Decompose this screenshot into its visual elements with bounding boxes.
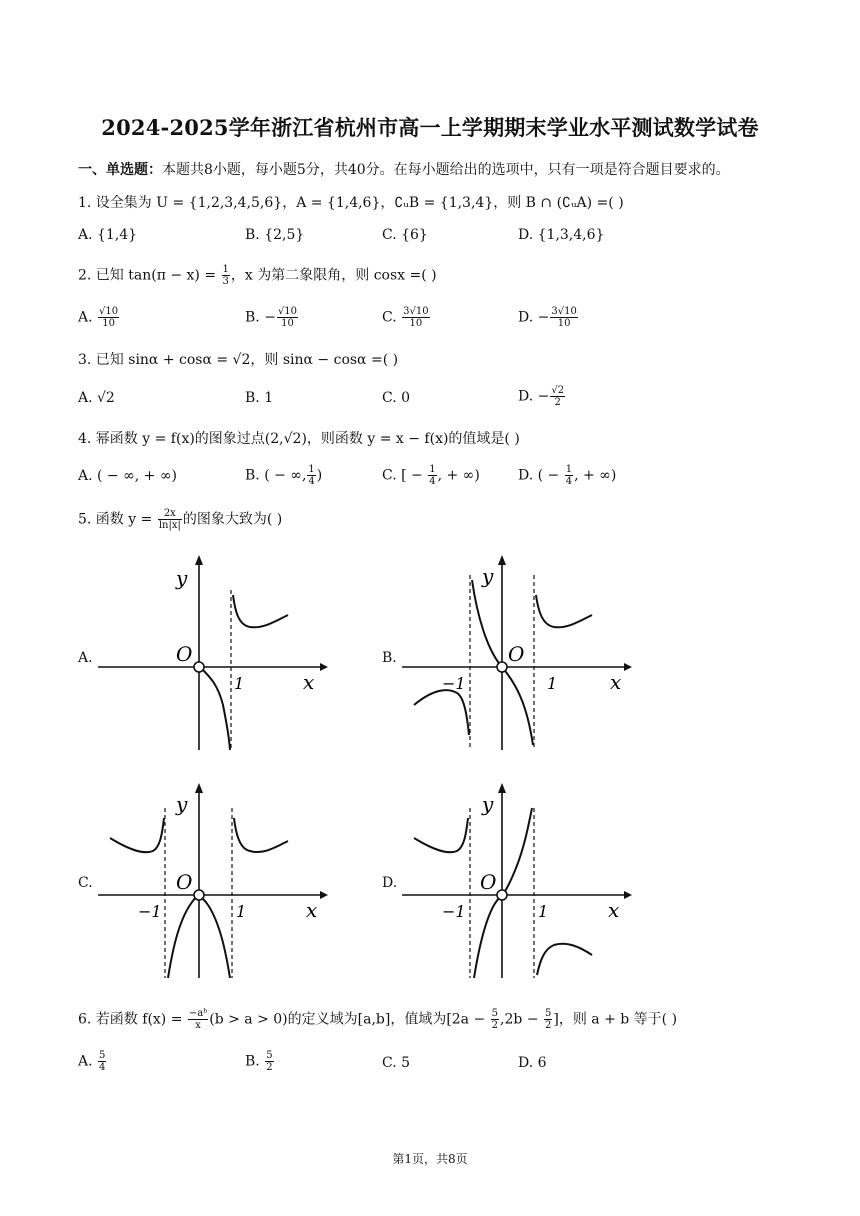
- q6-frac2-num: 5: [491, 1008, 499, 1019]
- origin-hole: [497, 890, 507, 900]
- q2-a-frac: [98, 306, 119, 329]
- q4-option-b[interactable]: [245, 464, 322, 487]
- q3-option-a[interactable]: A. √2: [78, 390, 115, 406]
- q5-stem-prefix: 5. 函数 y =: [78, 511, 157, 528]
- q6-stem-fraction-2: [491, 1008, 499, 1031]
- q6-stem-prefix: 6. 若函数 f(x) =: [78, 1011, 187, 1028]
- q4-option-c[interactable]: [382, 464, 480, 487]
- tick-1: 1: [538, 902, 549, 921]
- tick-1: 1: [234, 674, 245, 693]
- q4-option-d[interactable]: [518, 464, 616, 487]
- origin-hole: [194, 890, 204, 900]
- q5-graph-d[interactable]: [402, 783, 632, 983]
- q6-frac3-num: 5: [545, 1008, 552, 1019]
- q6-a-den: 4: [99, 1062, 106, 1073]
- q5-option-b-label[interactable]: B.: [382, 650, 397, 666]
- page-title: 2024-2025学年浙江省杭州市高一上学期期末学业水平测试数学试卷: [101, 115, 759, 140]
- q3-d-sign: −: [537, 388, 550, 405]
- q6-stem-mid-2: ,2b −: [500, 1011, 543, 1028]
- q2-stem-suffix: ，x 为第二象限角，则 cosx =( ): [230, 267, 437, 284]
- q2-option-b[interactable]: [245, 306, 299, 329]
- curve-right: [537, 944, 592, 975]
- q6-a-label: A.: [78, 1053, 98, 1070]
- q3-d-den: 2: [554, 397, 561, 408]
- curve-left: [110, 818, 164, 852]
- q2-option-c[interactable]: [382, 306, 431, 329]
- q4-b-num: 1: [308, 464, 315, 475]
- q6-a-num: 5: [99, 1050, 106, 1061]
- q6-frac2-den: 2: [491, 1020, 499, 1031]
- x-axis-arrow: [320, 891, 328, 899]
- q5-stem-fraction: [158, 508, 182, 531]
- y-axis-arrow: [498, 783, 506, 793]
- q4-b-den: 4: [308, 476, 315, 487]
- curve-right-upper: [233, 595, 288, 627]
- q5-graph-a[interactable]: [98, 555, 328, 755]
- question-2-stem: [78, 264, 437, 287]
- q6-b-label: B.: [245, 1053, 265, 1070]
- q6-stem-suffix: ]，则 a + b 等于( ): [553, 1011, 678, 1028]
- question-6-stem: [78, 1008, 677, 1031]
- q4-b-frac: [307, 464, 315, 487]
- q2-a-den: 10: [102, 318, 115, 329]
- curve-right-lower: [202, 669, 230, 750]
- section-text: 本题共8小题，每小题5分，共40分。在每小题给出的选项中，只有一项是符合题目要求的。: [162, 162, 730, 178]
- origin-label: O: [176, 870, 193, 894]
- q4-c-pre: C. [ −: [382, 467, 428, 484]
- q3-d-num: √2: [551, 385, 565, 396]
- q5-frac-den: ln|x|: [158, 520, 181, 531]
- q2-c-num: 3√10: [403, 306, 429, 317]
- origin-label: O: [176, 642, 193, 666]
- q1-option-c[interactable]: C. {6}: [382, 227, 428, 243]
- q6-option-a[interactable]: [78, 1050, 107, 1073]
- q2-d-label: D.: [518, 309, 538, 326]
- question-5-stem: [78, 508, 282, 531]
- q2-b-num: √10: [277, 306, 298, 317]
- x-label: x: [303, 670, 315, 694]
- q2-stem-prefix: 2. 已知 tan(π − x) =: [78, 267, 221, 284]
- q3-option-b[interactable]: B. 1: [245, 390, 274, 406]
- q2-stem-fraction: [222, 264, 230, 287]
- q2-option-a[interactable]: [78, 306, 120, 329]
- q4-d-pre: D. ( −: [518, 467, 564, 484]
- q2-b-den: 10: [281, 318, 294, 329]
- q6-option-c[interactable]: C. 5: [382, 1055, 411, 1071]
- x-label: x: [306, 898, 318, 922]
- q3-d-frac: [550, 385, 565, 408]
- y-label: y: [176, 566, 188, 590]
- y-label: y: [482, 564, 494, 588]
- origin-label: O: [508, 642, 525, 666]
- q4-c-frac: [428, 464, 436, 487]
- tick-1: 1: [547, 674, 558, 693]
- curve-right: [234, 818, 288, 852]
- q5-graph-b[interactable]: [402, 555, 632, 755]
- q1-option-b[interactable]: B. {2,5}: [245, 227, 305, 243]
- origin-label: O: [480, 870, 497, 894]
- q6-a-frac: [98, 1050, 106, 1073]
- q6-option-d[interactable]: D. 6: [518, 1055, 547, 1071]
- q2-d-num: 3√10: [551, 306, 577, 317]
- q6-b-frac: [265, 1050, 273, 1073]
- q4-option-a[interactable]: A. ( − ∞, + ∞): [78, 468, 177, 484]
- x-axis-arrow: [624, 891, 632, 899]
- origin-hole: [497, 662, 507, 672]
- q5-option-a-label[interactable]: A.: [78, 650, 93, 666]
- q5-frac-num: 2x: [158, 508, 182, 520]
- q6-frac-num: −aᵇ: [188, 1008, 208, 1019]
- y-axis-arrow: [195, 555, 203, 565]
- curve-right: [536, 595, 592, 627]
- q6-b-num: 5: [266, 1050, 273, 1061]
- x-axis-arrow: [320, 663, 328, 671]
- q4-c-post: , + ∞): [437, 467, 480, 484]
- page-footer: 第1页，共8页: [392, 1152, 468, 1166]
- q2-d-frac: [550, 306, 577, 329]
- question-3-stem: 3. 已知 sinα + cosα = √2，则 sinα − cosα =( ): [78, 352, 399, 368]
- question-1-stem: 1. 设全集为 U = {1,2,3,4,5,6}，A = {1,4,6}，∁ᵤB = {1,3,4}，则 B ∩ (∁ᵤA) =( ): [78, 195, 624, 211]
- curve-left: [414, 818, 468, 852]
- curve-left: [414, 690, 469, 735]
- q4-d-frac: [565, 464, 573, 487]
- x-axis-arrow: [624, 663, 632, 671]
- q2-c-den: 10: [409, 318, 423, 329]
- q1-option-d[interactable]: D. {1,3,4,6}: [518, 227, 605, 243]
- tick-minus-1: −1: [442, 674, 466, 693]
- tick-minus-1: −1: [442, 902, 466, 921]
- y-label: y: [482, 792, 494, 816]
- q2-option-d[interactable]: [518, 306, 579, 329]
- q6-option-b[interactable]: [245, 1050, 275, 1073]
- x-label: x: [608, 898, 620, 922]
- q4-c-num: 1: [429, 464, 436, 475]
- question-4-stem: 4. 幂函数 y = f(x)的图象过点(2,√2)，则函数 y = x − f(x)的值域是( ): [78, 431, 520, 447]
- q4-d-post: , + ∞): [574, 467, 617, 484]
- q3-option-c[interactable]: C. 0: [382, 390, 411, 406]
- q5-graph-c[interactable]: [98, 783, 328, 983]
- q2-b-frac: [277, 306, 298, 329]
- q4-c-den: 4: [429, 476, 436, 487]
- q5-stem-suffix: 的图象大致为( ): [182, 511, 283, 528]
- q6-stem-fraction: [188, 1008, 208, 1031]
- y-label: y: [176, 792, 188, 816]
- q2-b-label: B.: [245, 309, 265, 326]
- q4-d-num: 1: [565, 464, 573, 475]
- tick-1: 1: [236, 902, 247, 921]
- q3-d-label: D.: [518, 388, 538, 405]
- q6-stem-fraction-3: [544, 1008, 552, 1031]
- tick-minus-1: −1: [138, 902, 162, 921]
- q2-b-sign: −: [264, 309, 276, 326]
- q2-d-den: 10: [557, 318, 571, 329]
- q2-d-sign: −: [537, 309, 550, 326]
- y-axis-arrow: [498, 555, 506, 565]
- origin-hole: [194, 662, 204, 672]
- q3-option-d[interactable]: [518, 385, 566, 408]
- q2-a-label: A.: [78, 309, 98, 326]
- q5-option-d-label[interactable]: D.: [382, 875, 398, 891]
- q6-stem-mid: (b > a > 0)的定义域为[a,b]，值域为[2a −: [209, 1011, 490, 1028]
- x-label: x: [610, 670, 622, 694]
- q2-frac-num: 1: [222, 264, 229, 275]
- section-heading: [78, 159, 730, 179]
- y-axis-arrow: [195, 783, 203, 793]
- q2-a-num: √10: [99, 306, 119, 317]
- q6-b-den: 2: [266, 1062, 273, 1073]
- q5-option-c-label[interactable]: C.: [78, 875, 93, 891]
- section-label: 一、单选题：: [78, 162, 162, 178]
- q2-c-label: C.: [382, 309, 402, 326]
- q2-c-frac: [402, 306, 429, 329]
- q6-frac3-den: 2: [545, 1020, 552, 1031]
- q4-b-post: ): [316, 467, 323, 484]
- q4-d-den: 4: [565, 476, 573, 487]
- q4-b-pre: B. ( − ∞,: [245, 467, 307, 484]
- q1-option-a[interactable]: A. {1,4}: [78, 227, 138, 243]
- q2-frac-den: 3: [222, 276, 229, 287]
- q6-frac-den: x: [195, 1020, 201, 1031]
